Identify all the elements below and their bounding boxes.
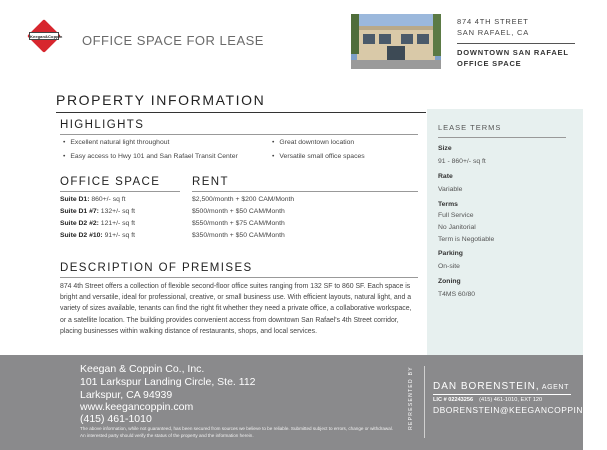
headline-line-1: DOWNTOWN SAN RAFAEL	[457, 48, 569, 57]
footer-website[interactable]: www.keegancoppin.com	[80, 401, 194, 413]
agent-role: AGENT	[539, 384, 569, 391]
terms-value: Term is Negotiable	[438, 236, 495, 243]
lease-terms-title: LEASE TERMS	[438, 123, 502, 132]
rent-title: RENT	[192, 176, 229, 188]
rate-value: Variable	[438, 186, 463, 193]
suite-row	[60, 208, 135, 215]
logo-text: Keegan&Coppin	[30, 34, 63, 39]
footer-city: Larkspur, CA 94939	[80, 389, 173, 401]
suite-rent: $2,500/month + $200 CAM/Month	[192, 196, 295, 203]
suite-size: 132+/- sq ft	[98, 208, 135, 215]
agent-rule	[433, 394, 571, 395]
footer-divider	[424, 366, 425, 438]
property-information-rule	[56, 112, 426, 113]
highlight-item: • Versatile small office spaces	[272, 153, 365, 160]
lease-terms-rule	[438, 137, 566, 138]
agent-license: LIC # 02243256	[433, 397, 474, 403]
highlight-item: • Easy access to Hwy 101 and San Rafael Transit Center	[63, 153, 238, 160]
highlights-rule	[60, 134, 418, 135]
terms-value: Full Service	[438, 212, 474, 219]
office-space-rule	[60, 191, 180, 192]
parking-value: On-site	[438, 263, 460, 270]
zoning-value: T4MS 60/80	[438, 291, 476, 298]
address-line-1: 874 4TH STREET	[457, 17, 529, 26]
rent-rule	[192, 191, 418, 192]
company-logo	[26, 18, 62, 54]
description-text: 874 4th Street offers a collection of flexible second-floor office suites ranging from 132 SF to 860 SF. Each space is bright and versatile, ideal for professional, creative, or small business use. With efficient layouts, natural light, and a variety of sizes available, tenants can find the right fit whether they need a private office, a collaborative workspace, or a satellite location. The building provides convenient access from downtown San Rafael's 4th Street corridor, placing businesses within walking distance of restaurants, shops, and local services.	[60, 283, 412, 335]
description-title: DESCRIPTION OF PREMISES	[60, 262, 253, 274]
suite-row	[60, 196, 126, 203]
suite-label: Suite D1 #7:	[60, 208, 99, 215]
property-information-title: PROPERTY INFORMATION	[56, 92, 266, 108]
suite-label: Suite D2 #10:	[60, 232, 103, 239]
represented-by-label	[405, 362, 417, 440]
agent-email[interactable]: DBORENSTEIN@KEEGANCOPPIN.COM	[433, 405, 607, 415]
terms-value: No Janitorial	[438, 224, 476, 231]
headline-line-2: OFFICE SPACE	[457, 59, 522, 68]
suite-row	[60, 232, 135, 239]
terms-label: Terms	[438, 201, 458, 208]
footer-company: Keegan & Coppin Co., Inc.	[80, 363, 205, 375]
address-line-2: SAN RAFAEL, CA	[457, 28, 530, 37]
building-photo	[351, 14, 441, 69]
footer-street: 101 Larkspur Landing Circle, Ste. 112	[80, 376, 256, 388]
suite-size: 860+/- sq ft	[89, 196, 126, 203]
rate-label: Rate	[438, 173, 453, 180]
suite-label: Suite D1:	[60, 196, 90, 203]
size-value: 91 - 860+/- sq ft	[438, 158, 486, 165]
highlight-item: • Excellent natural light throughout	[63, 139, 169, 146]
highlight-item: • Great downtown location	[272, 139, 354, 146]
suite-rent: $500/month + $50 CAM/Month	[192, 208, 285, 215]
zoning-label: Zoning	[438, 278, 461, 285]
agent-name-text: DAN BORENSTEIN,	[433, 381, 540, 392]
represented-by-text: REPRESENTED BY	[408, 366, 414, 430]
logo-plate	[29, 32, 63, 40]
suite-label: Suite D2 #2:	[60, 220, 99, 227]
page-title: OFFICE SPACE FOR LEASE	[82, 33, 264, 48]
size-label: Size	[438, 145, 452, 152]
agent-license-row	[433, 397, 548, 403]
suite-size: 91+/- sq ft	[102, 232, 135, 239]
suite-rent: $550/month + $75 CAM/Month	[192, 220, 285, 227]
agent-name	[433, 381, 569, 392]
parking-label: Parking	[438, 250, 463, 257]
highlights-title: HIGHLIGHTS	[60, 119, 145, 131]
description-rule	[60, 277, 418, 278]
footer-phone: (415) 461-1010	[80, 413, 152, 425]
suite-row	[60, 220, 135, 227]
address-divider	[457, 43, 575, 44]
office-space-title: OFFICE SPACE	[60, 176, 161, 188]
footer-disclaimer: The above information, while not guaranteed, has been secured from sources we believe to be reliable. Submitted subject to errors, change or withdrawal. An interested party should verify the status of the property and the information herein.	[80, 426, 394, 438]
suite-rent: $350/month + $50 CAM/Month	[192, 232, 285, 239]
suite-size: 121+/- sq ft	[98, 220, 135, 227]
property-address-block	[457, 16, 577, 69]
agent-phone: (415) 461-1010, EXT 120	[479, 397, 543, 403]
